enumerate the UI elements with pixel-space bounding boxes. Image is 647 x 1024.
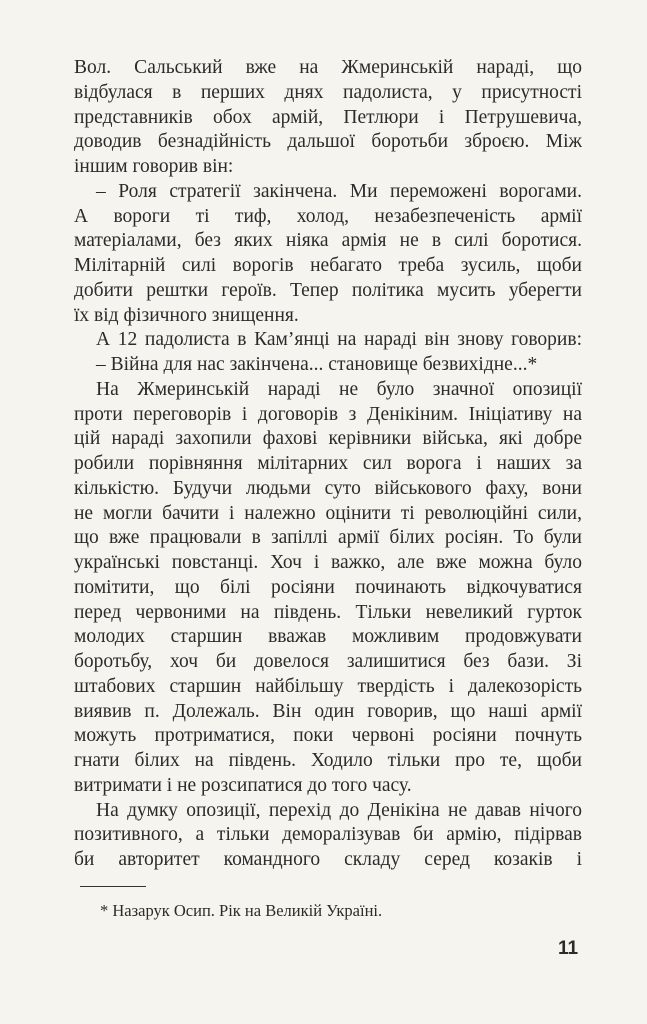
- text-line: що вже працювали в запіллі армії білих росіян. То були: [74, 527, 582, 549]
- text-line: відбулася в перших днях падолиста, у присутності: [74, 81, 582, 103]
- text-line: кількістю. Будучи людьми суто військового фаху, вони: [74, 477, 582, 499]
- text-line: представників обох армій, Петлюри і Петрушевича,: [74, 106, 582, 128]
- text-line: – Роля стратегії закінчена. Ми переможені ворогами.: [96, 180, 582, 202]
- text-line: робили порівняння мілітарних сил ворога і наших за: [74, 453, 582, 474]
- text-line: Вол. Сальський вже на Жмеринській нараді, що: [74, 57, 582, 78]
- text-line: А вороги ті тиф, холод, незабезпеченість армії: [74, 205, 582, 227]
- text-line: штабових старшин найбільшу твердість і далекозорість: [74, 675, 582, 697]
- text-line: добити рештки героїв. Тепер політика мусить уберегти: [74, 279, 582, 301]
- text-line: Мілітарній силі ворогів небагато треба зусиль, щоби: [74, 255, 582, 276]
- text-line: перед червоними на південь. Тільки невеликий гурток: [74, 601, 582, 623]
- text-line: позитивного, а тільки деморалізував би армію, підірвав: [74, 824, 582, 846]
- text-line: – Війна для нас закінчена... становище безвихідне...*: [96, 354, 538, 375]
- text-line: проти переговорів і договорів з Денікіним. Ініціативу на: [74, 403, 582, 425]
- footnote-divider: [80, 886, 146, 887]
- text-line: їх від фізичного знищення.: [74, 304, 299, 326]
- text-line: виявив п. Долежаль. Він один говорив, що наші армії: [74, 700, 582, 722]
- body-text: [74, 56, 582, 873]
- text-line: українські повстанці. Хоч і важко, але вже можна було: [74, 552, 582, 573]
- text-line: На думку опозиції, перехід до Денікіна не давав нічого: [96, 799, 582, 821]
- page-number: 11: [558, 938, 579, 959]
- text-line: боротьбу, хоч би довелося залишитися без бази. Зі: [74, 651, 582, 672]
- text-line: би авторитет командного складу серед козаків і: [74, 849, 582, 870]
- text-line: можуть протриматися, поки червоні росіяни почнуть: [74, 725, 582, 747]
- text-line: молодих старшин вважав можливим продовжувати: [74, 626, 582, 648]
- text-line: іншим говорив він:: [74, 156, 234, 177]
- text-line: На Жмеринській нараді не було значної опозиції: [96, 378, 582, 400]
- text-line: доводив безнадійність дальшої боротьби зброєю. Між: [74, 131, 582, 153]
- footnote: * Назарук Осип. Рік на Великій Україні.: [100, 901, 383, 920]
- text-line: А 12 падолиста в Кам’янці на нараді він знову говорив:: [96, 329, 582, 351]
- text-line: не могли бачити і належно оцінити ті революційні сили,: [74, 502, 582, 524]
- text-line: цій нараді захопили фахові керівники війська, які добре: [74, 428, 582, 450]
- text-line: матеріалами, без яких ніяка армія не в силі боротися.: [74, 230, 582, 252]
- text-line: витримати і не розсипатися до того часу.: [74, 774, 412, 796]
- text-line: гнати білих на південь. Ходило тільки про те, щоби: [74, 750, 582, 771]
- text-line: помітити, що білі росіяни починають відкочуватися: [74, 576, 582, 598]
